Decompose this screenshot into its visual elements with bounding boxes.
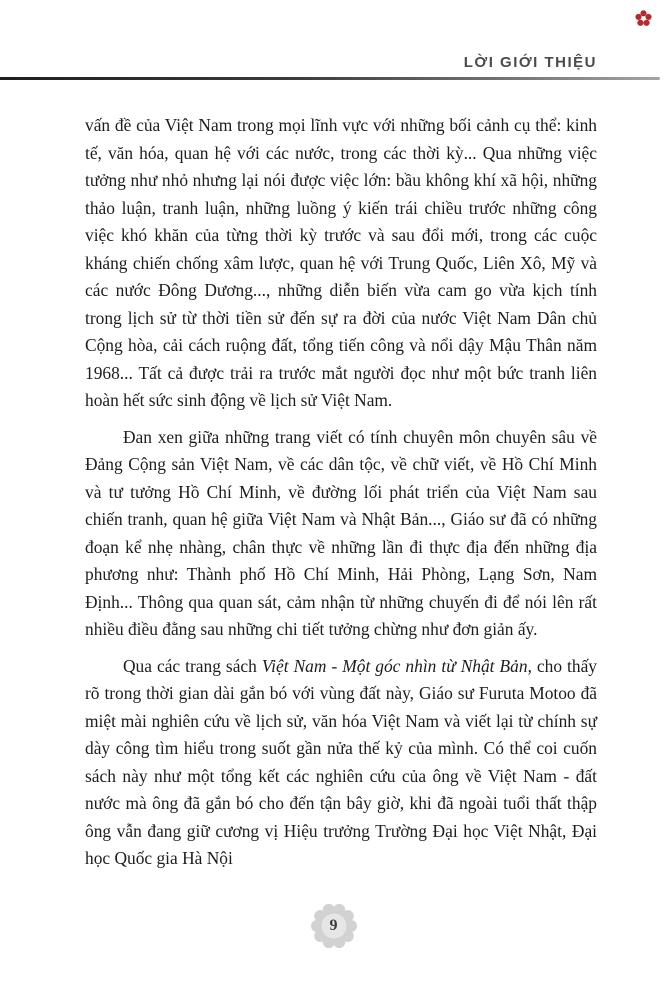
paragraph: [85, 424, 597, 644]
paragraph-text: vấn đề của Việt Nam trong mọi lĩnh vực với những bối cảnh cụ thể: kinh tế, văn hóa, quan hệ với các nước, trong các thời kỳ... Qua những việc tưởng như nhỏ nhưng lại nói được việc lớn: bầu không khí xã hội, những thảo luận, tranh luận, những luồng ý kiến trái chiều trước những công việc khó khăn của từng thời kỳ trước và sau đổi mới, trong các cuộc kháng chiến chống xâm lược, quan hệ với Trung Quốc, Liên Xô, Mỹ và các nước Đông Dương..., những diễn biến vừa cam go vừa kịch tính trong lịch sử từ thời tiền sử đến sự ra đời của nước Việt Nam Dân chủ Cộng hòa, cải cách ruộng đất, tổng tiến công và nổi dậy Mậu Thân năm 1968... Tất cả được trải ra trước mắt người đọc như một bức tranh liên hoàn hết sức sinh động về lịch sử Việt Nam.: [85, 115, 597, 410]
paragraph-text: Đan xen giữa những trang viết có tính chuyên môn chuyên sâu về Đảng Cộng sản Việt Nam, về các dân tộc, về chữ viết, về Hồ Chí Minh và tư tưởng Hồ Chí Minh, về đường lối phát triển của Việt Nam sau chiến tranh, quan hệ giữa Việt Nam và Nhật Bản..., Giáo sư đã có những đoạn kể nhẹ nhàng, chân thực về những lần đi thực địa đến những địa phương như: Thành phố Hồ Chí Minh, Hải Phòng, Lạng Sơn, Nam Định... Thông qua quan sát, cảm nhận từ những chuyến đi để nói lên rất nhiều điều đằng sau những chi tiết tưởng chừng như đơn giản ấy.: [85, 426, 597, 639]
header-title: LỜI GIỚI THIỆU: [463, 54, 597, 71]
paragraph-text: Qua các trang sách: [123, 655, 262, 676]
paragraph-text: , cho thấy rõ trong thời gian dài gắn bó với vùng đất này, Giáo sư Furuta Motoo đã miệt mài nghiên cứu về lịch sử, văn hóa Việt Nam và viết lại từ chính sự dày công tìm hiểu trong suốt gần nửa thế kỷ của mình. Có thể coi cuốn sách này như một tổng kết các nghiên cứu của ông về Việt Nam - đất nước mà ông đã gắn bó cho đến tận bây giờ, khi đã ngoài tuổi thất thập ông vẫn đang giữ cương vị Hiệu trưởng Trường Đại học Việt Nhật, Đại học Quốc gia Hà Nội: [85, 655, 597, 868]
book-title-italic: Việt Nam - Một góc nhìn từ Nhật Bản: [261, 655, 528, 676]
paragraph: [85, 653, 597, 873]
page-number-medallion: [309, 901, 359, 951]
page-number: 9: [329, 917, 338, 934]
red-flower-icon: [635, 10, 652, 27]
header-rule: [0, 77, 660, 80]
paragraph: [85, 112, 597, 415]
body-text: [85, 112, 597, 873]
